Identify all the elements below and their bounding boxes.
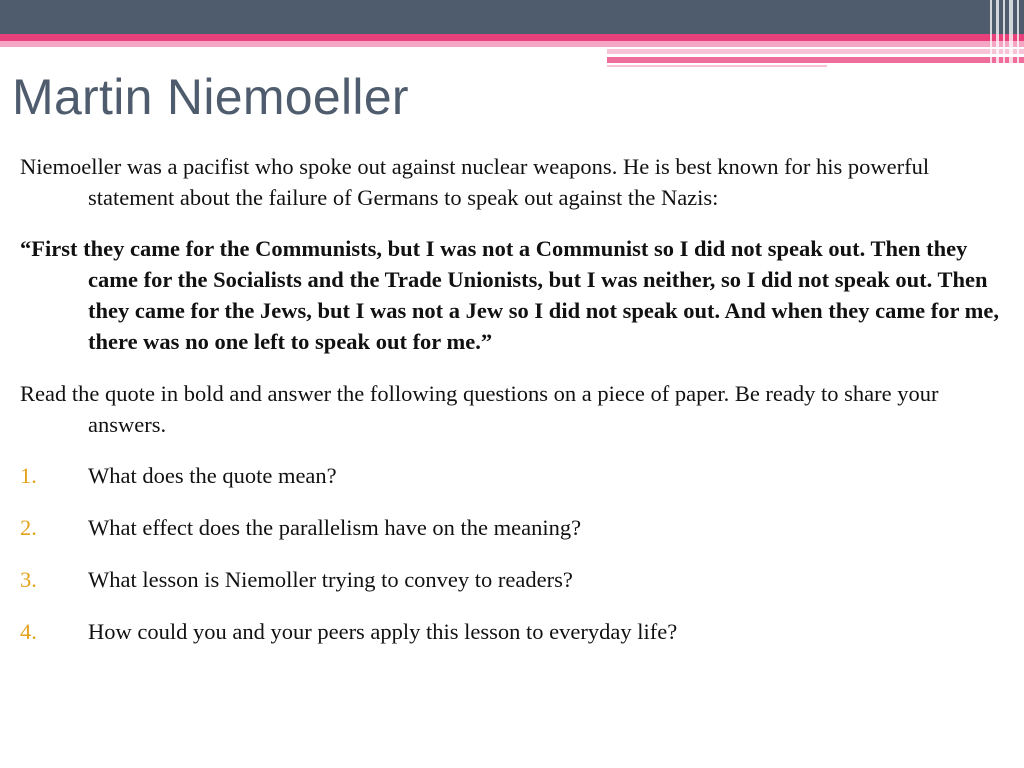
header-accent-strips [607, 47, 1024, 69]
question-item [20, 512, 1016, 543]
question-text: What does the quote mean? [88, 463, 337, 488]
question-text: How could you and your peers apply this lesson to everyday life? [88, 619, 678, 644]
slide-title: Martin Niemoeller [12, 69, 409, 125]
question-number: 3. [20, 567, 37, 592]
question-item [20, 616, 1016, 647]
header-accent-band [0, 34, 1024, 41]
quote-paragraph: “First they came for the Communists, but I was not a Communist so I did not speak out. Then they came for the Socialists and the Trade Unionists, but I was neither, so I did not speak out. Then they came for the Jews, but I was not a Jew so I did not speak out. And when they came for me, there was no one left to speak out for me.” [20, 236, 1000, 354]
header-bar [0, 0, 1024, 34]
question-text: What effect does the parallelism have on the meaning? [88, 515, 582, 540]
question-item [20, 564, 1016, 595]
header-vertical-stripes [986, 0, 1024, 69]
question-number: 4. [20, 619, 37, 644]
slide-body [20, 151, 1016, 668]
question-text: What lesson is Niemoller trying to convey to readers? [88, 567, 573, 592]
question-number: 2. [20, 515, 37, 540]
instructions-paragraph: Read the quote in bold and answer the following questions on a piece of paper. Be ready to share your answers. [20, 381, 939, 437]
question-number: 1. [20, 463, 37, 488]
intro-paragraph: Niemoeller was a pacifist who spoke out against nuclear weapons. He is best known for his powerful statement about the failure of Germans to speak out against the Nazis: [20, 154, 930, 210]
question-item [20, 460, 1016, 491]
question-list [20, 460, 1016, 647]
